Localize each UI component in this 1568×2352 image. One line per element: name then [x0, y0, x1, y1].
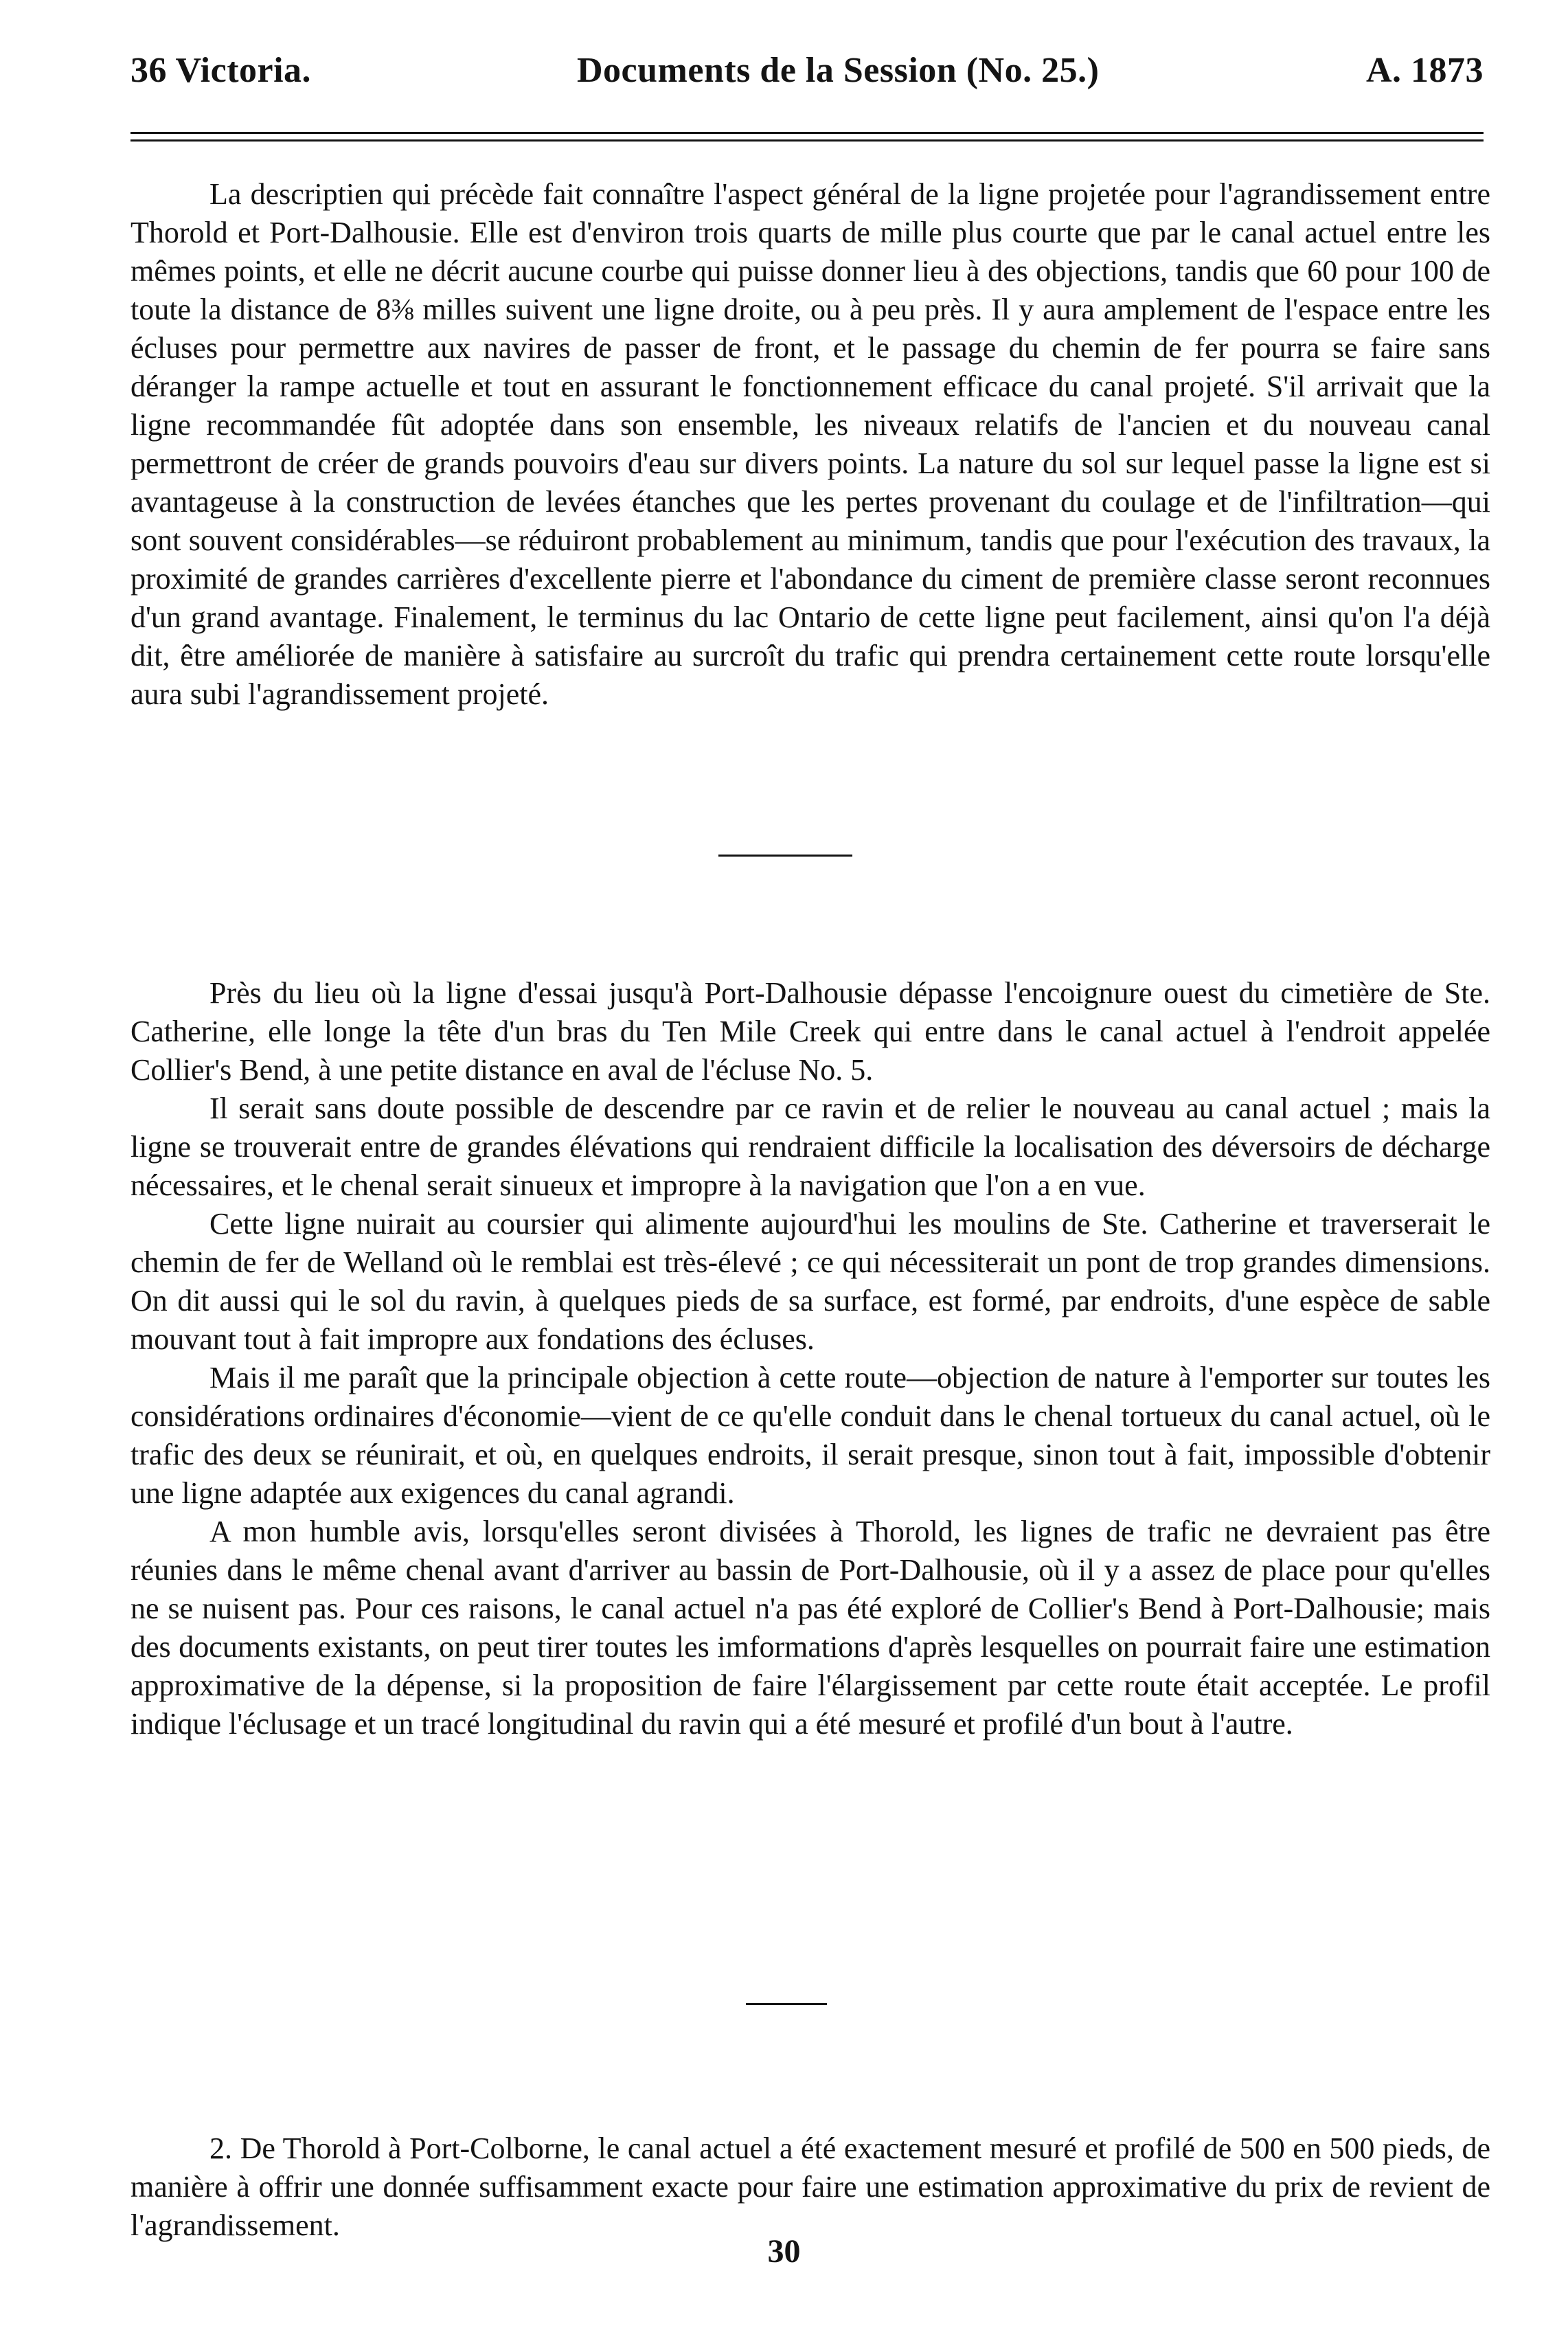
page-header: [130, 40, 1484, 102]
paragraph: Cette ligne nuirait au coursier qui alimente aujourd'hui les moulins de Ste. Catherine et traverserait le chemin de fer de Welland où le remblai est très-élevé ; ce qui nécessiterait un pont de trop grandes dimensions. On dit aussi qui le sol du ravin, à quelques pieds de sa surface, est formé, par endroits, d'une espèce de sable mouvant tout à fait impropre aux fondations des écluses.: [130, 1207, 1490, 1356]
header-regnal-year: 36 Victoria.: [130, 51, 312, 90]
text-section-2: [130, 974, 1490, 1743]
paragraph: La descriptien qui précède fait connaître l'aspect général de la ligne projetée pour l'agrandissement entre Thorold et Port-Dalhousie. Elle est d'environ trois quarts de mille plus courte que par le canal actuel entre les mêmes points, et elle ne décrit aucune courbe qui puisse donner lieu à des objections, tandis que 60 pour 100 de toute la distance de 8⅜ milles suivent une ligne droite, ou à peu près. Il y aura amplement de l'espace entre les écluses pour permettre aux navires de passer de front, et le passage du chemin de fer pourra se faire sans déranger la rampe actuelle et tout en assurant le fonctionnement efficace du canal projeté. S'il arrivait que la ligne recommandée fût adoptée dans son ensemble, les niveaux relatifs de l'ancien et du nouveau canal permettront de créer de grands pouvoirs d'eau sur divers points. La nature du sol sur lequel passe la ligne est si avantageuse à la construction de levées étanches que les pertes provenant du coulage et de l'infiltration—qui sont souvent considérables—se réduiront probablement au minimum, tandis que pour l'exécution des travaux, la proximité de grandes carrières d'excellente pierre et l'abondance du ciment de première classe seront reconnues d'un grand avantage. Finalement, le terminus du lac Ontario de cette ligne peut facilement, ainsi qu'on l'a déjà dit, être améliorée de manière à satisfaire au surcroît du trafic qui prendra certainement cette route lorsqu'elle aura subi l'agrandissement projeté.: [130, 177, 1490, 711]
header-rule-bottom: [130, 139, 1484, 142]
section-separator: [746, 2003, 827, 2005]
header-year: A. 1873: [1365, 51, 1484, 90]
section-separator: [718, 855, 852, 857]
text-section-3: [130, 2129, 1490, 2245]
paragraph: Près du lieu où la ligne d'essai jusqu'à Port-Dalhousie dépasse l'encoignure ouest du cimetière de Ste. Catherine, elle longe la tête d'un bras du Ten Mile Creek qui entre dans le canal actuel à l'endroit appelée Collier's Bend, à une petite distance en aval de l'écluse No. 5.: [130, 976, 1490, 1087]
paragraph: Il serait sans doute possible de descendre par ce ravin et de relier le nouveau au canal actuel ; mais la ligne se trouverait entre de grandes élévations qui rendraient difficile la localisation des déversoirs de décharge nécessaires, et le chenal serait sinueux et impropre à la navigation que l'on a en vue.: [130, 1092, 1490, 1202]
header-rule-top: [130, 132, 1484, 134]
paragraph: 2. De Thorold à Port-Colborne, le canal actuel a été exactement mesuré et profilé de 500 en 500 pieds, de manière à offrir une donnée suffisamment exacte pour faire une estimation approximative du prix de revient de l'agrandissement.: [130, 2132, 1490, 2242]
text-section-1: [130, 175, 1490, 714]
header-document-title: Documents de la Session (No. 25.): [577, 51, 1100, 90]
paragraph: Mais il me paraît que la principale objection à cette route—objection de nature à l'emporter sur toutes les considérations ordinaires d'économie—vient de ce qu'elle conduit dans le chenal tortueux du canal actuel, où le trafic des deux se réunirait, et où, en quelques endroits, il serait presque, sinon tout à fait, impossible d'obtenir une ligne adaptée aux exigences du canal agrandi.: [130, 1361, 1490, 1510]
page-number: 30: [767, 2233, 801, 2270]
paragraph: A mon humble avis, lorsqu'elles seront divisées à Thorold, les lignes de trafic ne devraient pas être réunies dans le même chenal avant d'arriver au bassin de Port-Dalhousie, où il y a assez de place pour qu'elles ne se nuisent pas. Pour ces raisons, le canal actuel n'a pas été exploré de Collier's Bend à Port-Dalhousie; mais des documents existants, on peut tirer toutes les imformations d'après lesquelles on pourrait faire une estimation approximative de la dépense, si la proposition de faire l'élargissement par cette route était acceptée. Le profil indique l'éclusage et un tracé longitudinal du ravin qui a été mesuré et profilé d'un bout à l'autre.: [130, 1515, 1490, 1741]
